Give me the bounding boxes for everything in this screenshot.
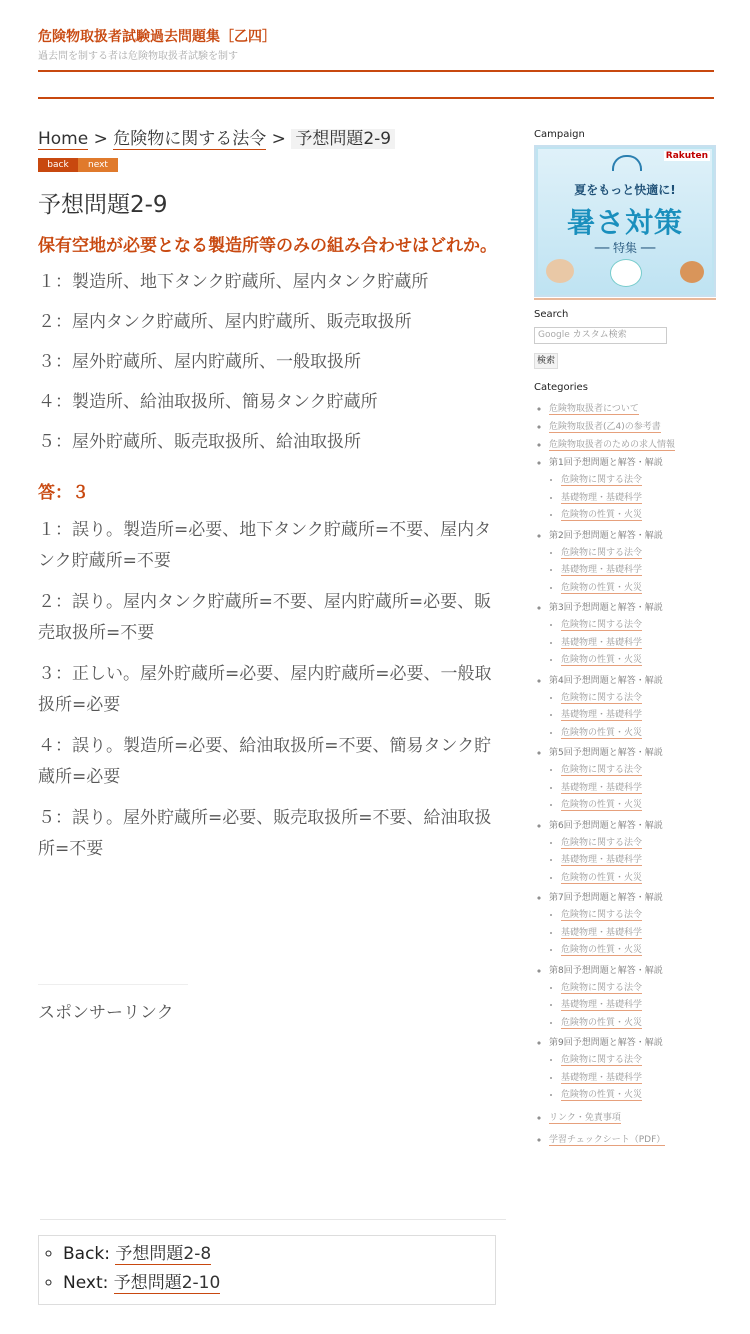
subcategory-link[interactable]: 基礎物理・基礎科学 xyxy=(561,782,643,793)
category-group-label: 第3回予想問題と解答・解説 xyxy=(549,603,663,613)
header-divider xyxy=(38,70,714,72)
post-nav-next-link[interactable]: 予想問題2-10 xyxy=(113,1273,221,1293)
subcategory-link[interactable]: 基礎物理・基礎科学 xyxy=(561,492,643,503)
category-item xyxy=(549,400,716,418)
post-title: 予想問題2-9 xyxy=(38,192,168,218)
explanations-list xyxy=(38,515,498,865)
breadcrumb-category-link[interactable]: 危険物に関する法令 xyxy=(113,129,267,149)
category-group-label: 第6回予想問題と解答・解説 xyxy=(549,820,663,831)
subcategory-list xyxy=(549,1052,716,1105)
subcategory-link[interactable]: 危険物に関する法令 xyxy=(561,692,643,703)
person-illustration xyxy=(546,259,574,283)
subcategory-item xyxy=(561,617,716,635)
site-tagline: 過去問を制する者は危険物取扱者試験を制す xyxy=(38,51,238,62)
category-group xyxy=(549,1034,716,1105)
subcategory-link[interactable]: 危険物に関する法令 xyxy=(561,837,643,848)
subcategory-item xyxy=(561,907,716,925)
category-group-label: 第7回予想問題と解答・解説 xyxy=(549,893,663,903)
subcategory-item xyxy=(561,852,716,870)
category-link[interactable]: 危険物取扱者のための求人情報 xyxy=(549,440,676,450)
main-content xyxy=(38,124,498,865)
sidebar xyxy=(534,128,716,1149)
subcategory-item xyxy=(561,472,716,490)
subcategory-link[interactable]: 危険物の性質・火災 xyxy=(561,872,643,883)
subcategory-list xyxy=(549,472,716,525)
category-group xyxy=(549,599,716,670)
explanation-item: １：誤り。製造所=必要、地下タンク貯蔵所=不要、屋内タンク貯蔵所=不要 xyxy=(38,520,492,571)
site-header xyxy=(38,24,714,64)
sponsor-divider xyxy=(38,984,188,985)
post-navigation xyxy=(38,1235,496,1305)
subcategory-item xyxy=(561,652,716,670)
subcategory-link[interactable]: 基礎物理・基礎科学 xyxy=(561,637,643,648)
site-title[interactable]: 危険物取扱者試験過去問題集［乙四］ xyxy=(38,29,276,45)
subcategory-link[interactable]: 危険物に関する法令 xyxy=(561,910,643,920)
subcategory-item xyxy=(561,762,716,780)
banner-tag: ── 特集 ── xyxy=(594,241,656,255)
subcategory-item xyxy=(561,797,716,815)
subcategory-item xyxy=(561,490,716,508)
bear-illustration xyxy=(610,259,642,287)
explanation-item: ４：誤り。製造所=必要、給油取扱所=不要、簡易タンク貯蔵所=必要 xyxy=(38,736,492,787)
subcategory-link[interactable]: 基礎物理・基礎科学 xyxy=(561,710,643,720)
post-nav-back-link[interactable]: 予想問題2-8 xyxy=(115,1244,212,1264)
prev-next-buttons xyxy=(38,158,498,172)
subcategory-item xyxy=(561,635,716,653)
explanation-item: ２：誤り。屋内タンク貯蔵所=不要、屋内貯蔵所=必要、販売取扱所=不要 xyxy=(38,592,492,643)
option-item: ３：屋外貯蔵所、屋内貯蔵所、一般取扱所 xyxy=(38,352,361,372)
breadcrumb-current: 予想問題2-9 xyxy=(291,129,395,149)
subcategory-list xyxy=(549,545,716,598)
subcategory-link[interactable]: 危険物に関する法令 xyxy=(561,620,643,630)
category-link[interactable]: リンク・免責事項 xyxy=(549,1112,621,1123)
content-bottom-divider xyxy=(40,1219,506,1220)
subcategory-item xyxy=(561,942,716,960)
post-nav-next-prefix: Next: xyxy=(63,1273,114,1293)
subcategory-item xyxy=(561,562,716,580)
categories-list xyxy=(534,400,716,1149)
explanation-item: ３：正しい。屋外貯蔵所=必要、屋内貯蔵所=必要、一般取扱所=必要 xyxy=(38,664,492,715)
category-group-label: 第5回予想問題と解答・解説 xyxy=(549,748,663,758)
breadcrumb-home-link[interactable]: Home xyxy=(38,129,89,149)
category-group xyxy=(549,744,716,815)
category-group xyxy=(549,454,716,525)
sponsor-label: スポンサーリンク xyxy=(38,1003,174,1023)
subcategory-item xyxy=(561,925,716,943)
subcategory-link[interactable]: 危険物の性質・火災 xyxy=(561,582,643,593)
subcategory-link[interactable]: 基礎物理・基礎科学 xyxy=(561,855,643,865)
categories-widget-title: Categories xyxy=(534,382,588,393)
options-list xyxy=(38,270,498,455)
subcategory-link[interactable]: 危険物の性質・火災 xyxy=(561,800,643,810)
breadcrumb-separator: > xyxy=(93,129,114,149)
subcategory-item xyxy=(561,507,716,525)
option-item: ２：屋内タンク貯蔵所、屋内貯蔵所、販売取扱所 xyxy=(38,312,412,332)
answer-text: 答：３ xyxy=(38,483,89,503)
category-group xyxy=(549,889,716,960)
subcategory-list xyxy=(549,762,716,815)
subcategory-link[interactable]: 基礎物理・基礎科学 xyxy=(561,1072,643,1083)
back-button[interactable]: back xyxy=(38,158,78,172)
subcategory-item xyxy=(561,1070,716,1088)
breadcrumb-separator: > xyxy=(271,129,292,149)
banner-headline: 暑さ対策 xyxy=(566,206,683,239)
subcategory-item xyxy=(561,1087,716,1105)
question-text: 保有空地が必要となる製造所等のみの組み合わせはどれか。 xyxy=(38,236,497,256)
option-item: １：製造所、地下タンク貯蔵所、屋内タンク貯蔵所 xyxy=(38,272,429,292)
subcategory-link[interactable]: 危険物に関する法令 xyxy=(561,765,643,775)
category-link[interactable]: 危険物取扱者について xyxy=(549,404,639,414)
option-item: ５：屋外貯蔵所、販売取扱所、給油取扱所 xyxy=(38,432,361,452)
subcategory-link[interactable]: 危険物に関する法令 xyxy=(561,982,643,993)
search-placeholder: カスタム検索 xyxy=(572,330,627,340)
subcategory-item xyxy=(561,870,716,888)
category-link[interactable]: 学習チェックシート（PDF） xyxy=(549,1134,666,1145)
category-group xyxy=(549,962,716,1033)
search-brand-placeholder: Google xyxy=(538,330,570,340)
category-group xyxy=(549,527,716,598)
subcategory-item xyxy=(561,725,716,743)
category-group-label: 第9回予想問題と解答・解説 xyxy=(549,1038,663,1048)
subcategory-link[interactable]: 危険物の性質・火災 xyxy=(561,655,643,665)
post-nav-back xyxy=(63,1240,495,1269)
category-group-label: 第8回予想問題と解答・解説 xyxy=(549,965,663,976)
subcategory-item xyxy=(561,980,716,998)
post-nav-back-prefix: Back: xyxy=(63,1244,116,1264)
search-input[interactable] xyxy=(534,327,667,344)
subcategory-link[interactable]: 危険物の性質・火災 xyxy=(561,1090,643,1100)
subcategory-link[interactable]: 危険物に関する法令 xyxy=(561,547,643,558)
subcategory-link[interactable]: 危険物の性質・火災 xyxy=(561,510,643,520)
category-group-label: 第1回予想問題と解答・解説 xyxy=(549,458,663,468)
subcategory-link[interactable]: 危険物に関する法令 xyxy=(561,1055,643,1065)
search-widget-title: Search xyxy=(534,309,569,320)
subcategory-list xyxy=(549,835,716,888)
category-group xyxy=(549,672,716,743)
subcategory-link[interactable]: 基礎物理・基礎科学 xyxy=(561,565,643,575)
category-item xyxy=(549,1109,716,1127)
rakuten-logo: Rakuten xyxy=(665,151,708,161)
post-nav-next xyxy=(63,1269,495,1298)
subcategory-link[interactable]: 基礎物理・基礎科学 xyxy=(561,1000,643,1010)
explanation-item: ５：誤り。屋外貯蔵所=必要、販売取扱所=不要、給油取扱所=不要 xyxy=(38,808,492,859)
subcategory-item xyxy=(561,707,716,725)
subcategory-item xyxy=(561,690,716,708)
subcategory-link[interactable]: 危険物の性質・火災 xyxy=(561,945,643,955)
subcategory-list xyxy=(549,907,716,960)
breadcrumb xyxy=(38,124,498,154)
subcategory-link[interactable]: 危険物の性質・火災 xyxy=(561,727,643,738)
campaign-banner[interactable] xyxy=(534,145,716,297)
nav-divider xyxy=(38,97,714,99)
category-group-label: 第2回予想問題と解答・解説 xyxy=(549,530,663,541)
subcategory-link[interactable]: 基礎物理・基礎科学 xyxy=(561,927,643,938)
category-group-label: 第4回予想問題と解答・解説 xyxy=(549,675,663,686)
category-item xyxy=(549,436,716,454)
category-item xyxy=(549,1131,716,1149)
category-item xyxy=(549,418,716,436)
subcategory-list xyxy=(549,690,716,743)
search-button[interactable]: 検索 xyxy=(534,353,558,369)
category-group xyxy=(549,817,716,888)
subcategory-link[interactable]: 危険物の性質・火災 xyxy=(561,1017,643,1028)
subcategory-link[interactable]: 危険物に関する法令 xyxy=(561,475,643,485)
dog-illustration xyxy=(680,261,704,283)
next-button[interactable]: next xyxy=(78,158,118,172)
option-item: ４：製造所、給油取扱所、簡易タンク貯蔵所 xyxy=(38,392,378,412)
subcategory-item xyxy=(561,1052,716,1070)
subcategory-item xyxy=(561,580,716,598)
subcategory-item xyxy=(561,1015,716,1033)
category-link[interactable]: 危険物取扱者(乙4)の参考書 xyxy=(549,422,661,432)
widget-divider xyxy=(534,298,716,300)
subcategory-item xyxy=(561,835,716,853)
banner-subtitle: 夏をもっと快適に! xyxy=(574,183,676,197)
subcategory-list xyxy=(549,980,716,1033)
subcategory-item xyxy=(561,545,716,563)
subcategory-list xyxy=(549,617,716,670)
campaign-widget-title: Campaign xyxy=(534,129,585,140)
subcategory-item xyxy=(561,780,716,798)
subcategory-item xyxy=(561,997,716,1015)
